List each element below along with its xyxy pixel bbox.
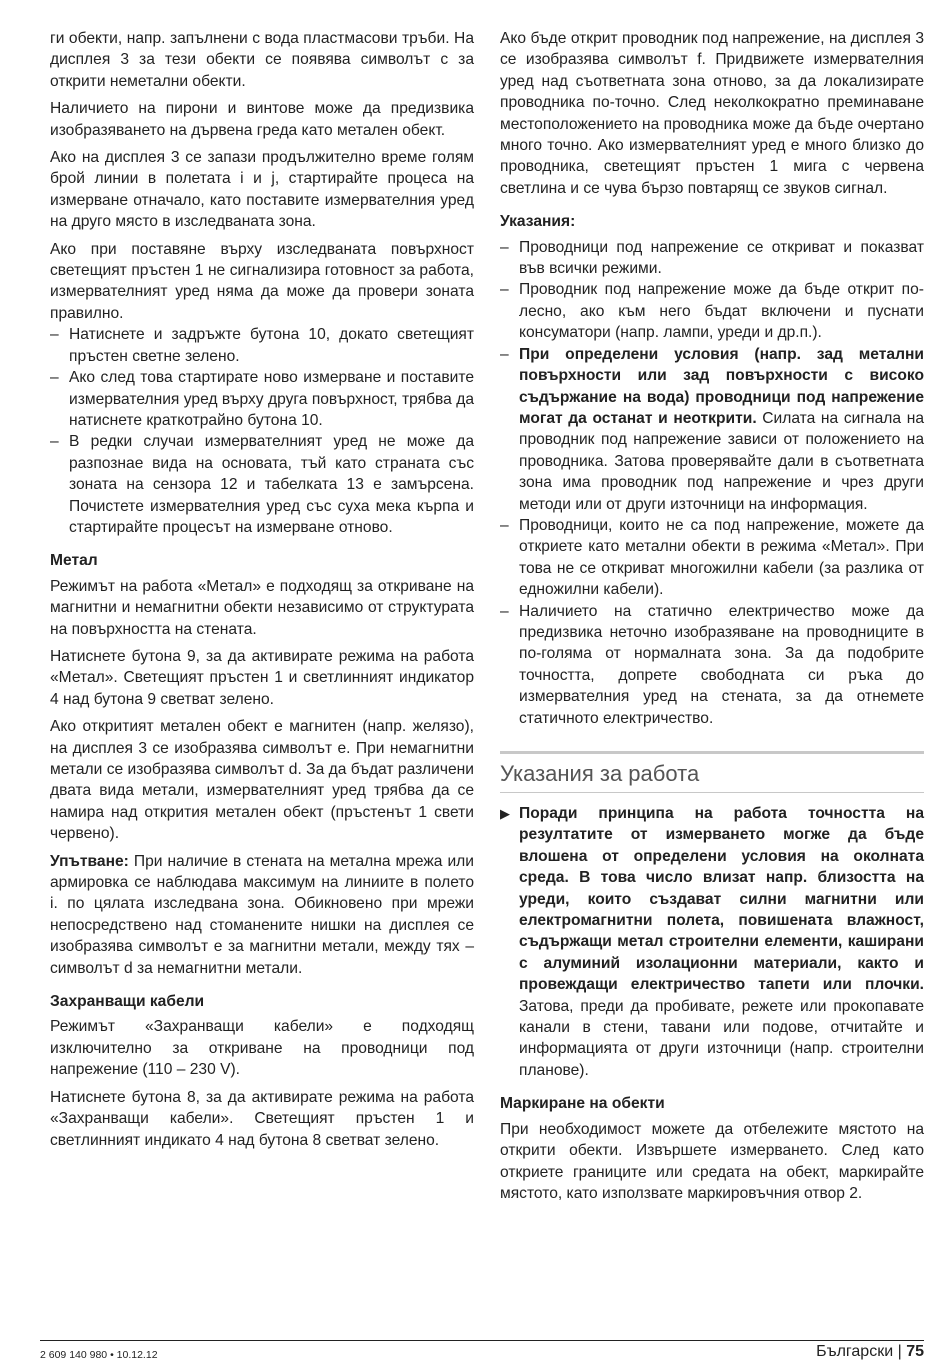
- paragraph: ги обекти, напр. запълнени с вода пластмасови тръби. На дисплея 3 за тези обекти се появява символът c за открити неметални обекти.: [50, 30, 474, 90]
- dash-list: [50, 324, 474, 538]
- list-item: – Наличието на статично електричество може да предизвика неточно изобразяване на проводниците в по-голяма от нормалната зона. За да подобрите точността, допрете свободната си ръка до измервателния уред на стената, за да отнемете статичното електричество.: [500, 601, 924, 729]
- paragraph: Ако на дисплея 3 се запази продължително време голям брой линии в полетата i и j, стартирайте процеса на измерване отначало, като поставите измервателния уред на друго място в изследваната зона.: [50, 149, 474, 231]
- footer-language: Български: [816, 1343, 894, 1360]
- note-paragraph: [50, 851, 474, 979]
- list-item: – Проводници под напрежение се откриват и показват във всички режими.: [500, 237, 924, 280]
- section-title: Указания за работа: [500, 761, 700, 786]
- section-heading-cables: Захранващи кабели: [50, 993, 205, 1011]
- list-item: – В редки случаи измервателният уред не може да разпознае вида на основата, тъй като страната със зоната на сензора 12 и табелката 13 е замърсена. Почистете измервателния уред със суха мека кърпа и стартирайте процесът на измерване отново.: [50, 431, 474, 538]
- paragraph: Ако при поставяне върху изследваната повърхност светещият пръстен 1 не сигнализира готовност за работа, измервателният уред няма да може да провери зоната правилно.: [50, 240, 474, 322]
- note-text: Силата на сигнала на проводник под напрежение зависи от положението на проводника. Затова проверявайте дали в съответната зона има проводник под напрежение и чрез други методи или от други източници на информация.: [519, 409, 924, 513]
- footer-page-info: [816, 1343, 924, 1361]
- paragraph: Наличието на пирони и винтове може да предизвика изобразяването на дървена греда като метален обект.: [50, 100, 474, 139]
- note-bold-text: При определени условия (напр. зад метални повърхности или зад повърхности с високо съдържание на вода) проводници под напрежение могат да останат и неоткрити.: [519, 345, 924, 427]
- paragraph: Режимът на работа «Метал» е подходящ за откриване на магнитни и немагнитни обекти независимо от структурата на повърхността на стената.: [50, 577, 474, 638]
- list-item: – Проводник под напрежение може да бъде открит по-лесно, ако към него бъдат включени и пуснати консуматори (напр. лампи, уреди и др.п.).: [500, 279, 924, 343]
- warning-item: [500, 803, 924, 1081]
- warning-text: Затова, преди да пробивате, режете или прокопавате канали в стени, тавани или подове, отчитайте и информацията от други източници (напр. строителни планове).: [519, 997, 924, 1079]
- notes-list: [500, 237, 924, 729]
- triangle-right-icon: ▶: [500, 806, 510, 821]
- section-title-bar: [500, 751, 924, 793]
- footer-separator: |: [897, 1343, 902, 1360]
- page-number: 75: [906, 1343, 924, 1360]
- warning-bold-text: Поради принципа на работа точността на резултатите от измерването могже да бъде влошена от определени условия на околната среда. В това число влизат напр. близостта на уреди, които създават силни магнитни или електромагнитни полета, повишената влажност, съдържащи метал строителни елементи, каширани с алуминий изолационни материали, както и провеждащи електричество тапети или плочки.: [519, 805, 924, 994]
- left-column: [50, 28, 474, 1157]
- list-item: – Проводници, които не са под напрежение, можете да откриете като метални обекти в режима «Метал». При това не се откриват многожилни кабели (за разлика от едножилни кабели).: [500, 515, 924, 601]
- paragraph: Ако бъде открит проводник под напрежение, на дисплея 3 се изобразява символът f. Придвижете измервателния уред над съответната зона отново, за да локализирате проводника по-точно. След неколкократно преминаване местоположението на проводника може да бъде очертано много точно. Ако измервателният уред е много близко до проводника, светещият пръстен 1 мига с червена светлина и се чува бързо повтарящ се звуков сигнал.: [500, 30, 924, 197]
- note-label: Упътване:: [50, 852, 129, 870]
- paragraph: Ако откритият метален обект е магнитен (напр. желязо), на дисплея 3 се изобразява символът e. При немагнитни метали се изобразява символът d. За да бъдат различени двата вида метали, измервателният уред трябва да се намира над открития метален обект (пръстенът 1 свети червено).: [50, 718, 474, 843]
- paragraph: При необходимост можете да отбележите мястото на открити обекти. Извършете измерването. След като откриете границите или средата на обект, маркирайте мястото, като използвате маркировъчния отвор 2.: [500, 1120, 924, 1202]
- section-heading-metal: Метал: [50, 552, 98, 570]
- footer-code: 2 609 140 980 • 10.12.12: [40, 1349, 158, 1361]
- paragraph: Натиснете бутона 9, за да активирате режима на работа «Метал». Светещият пръстен 1 и светлинният индикатор 4 над бутона 9 светват зелено.: [50, 647, 474, 708]
- footer-divider: [40, 1340, 924, 1341]
- list-item: [500, 344, 924, 515]
- notes-heading: Указания:: [500, 213, 576, 231]
- list-item: – Натиснете и задръжте бутона 10, докато светещият пръстен светне зелено.: [50, 324, 474, 367]
- note-text: При наличие в стената на метална мрежа или армировка се наблюдава максимум на линиите в полето i. по цялата изследвана зона. Обикновено при мрежи непосредствено над стоманените нишки на дисплея се изобразява символът e за магнитни метали, между тях – символът d за немагнитни метали.: [50, 852, 474, 977]
- list-item: – Ако след това стартирате ново измерване и поставите измервателния уред върху друга повърхност, трябва да натиснете краткотрайно бутона 10.: [50, 367, 474, 431]
- paragraph: Натиснете бутона 8, за да активирате режима на работа «Захранващи кабели». Светещият пръстен 1 и светлинният индикато 4 над бутона 8 светват зелено.: [50, 1088, 474, 1149]
- section-heading-marking: Маркиране на обекти: [500, 1095, 665, 1113]
- right-column: [500, 28, 924, 1210]
- paragraph: Режимът «Захранващи кабели» е подходящ изключително за откриване на проводници под напрежение (110 – 230 V).: [50, 1018, 474, 1079]
